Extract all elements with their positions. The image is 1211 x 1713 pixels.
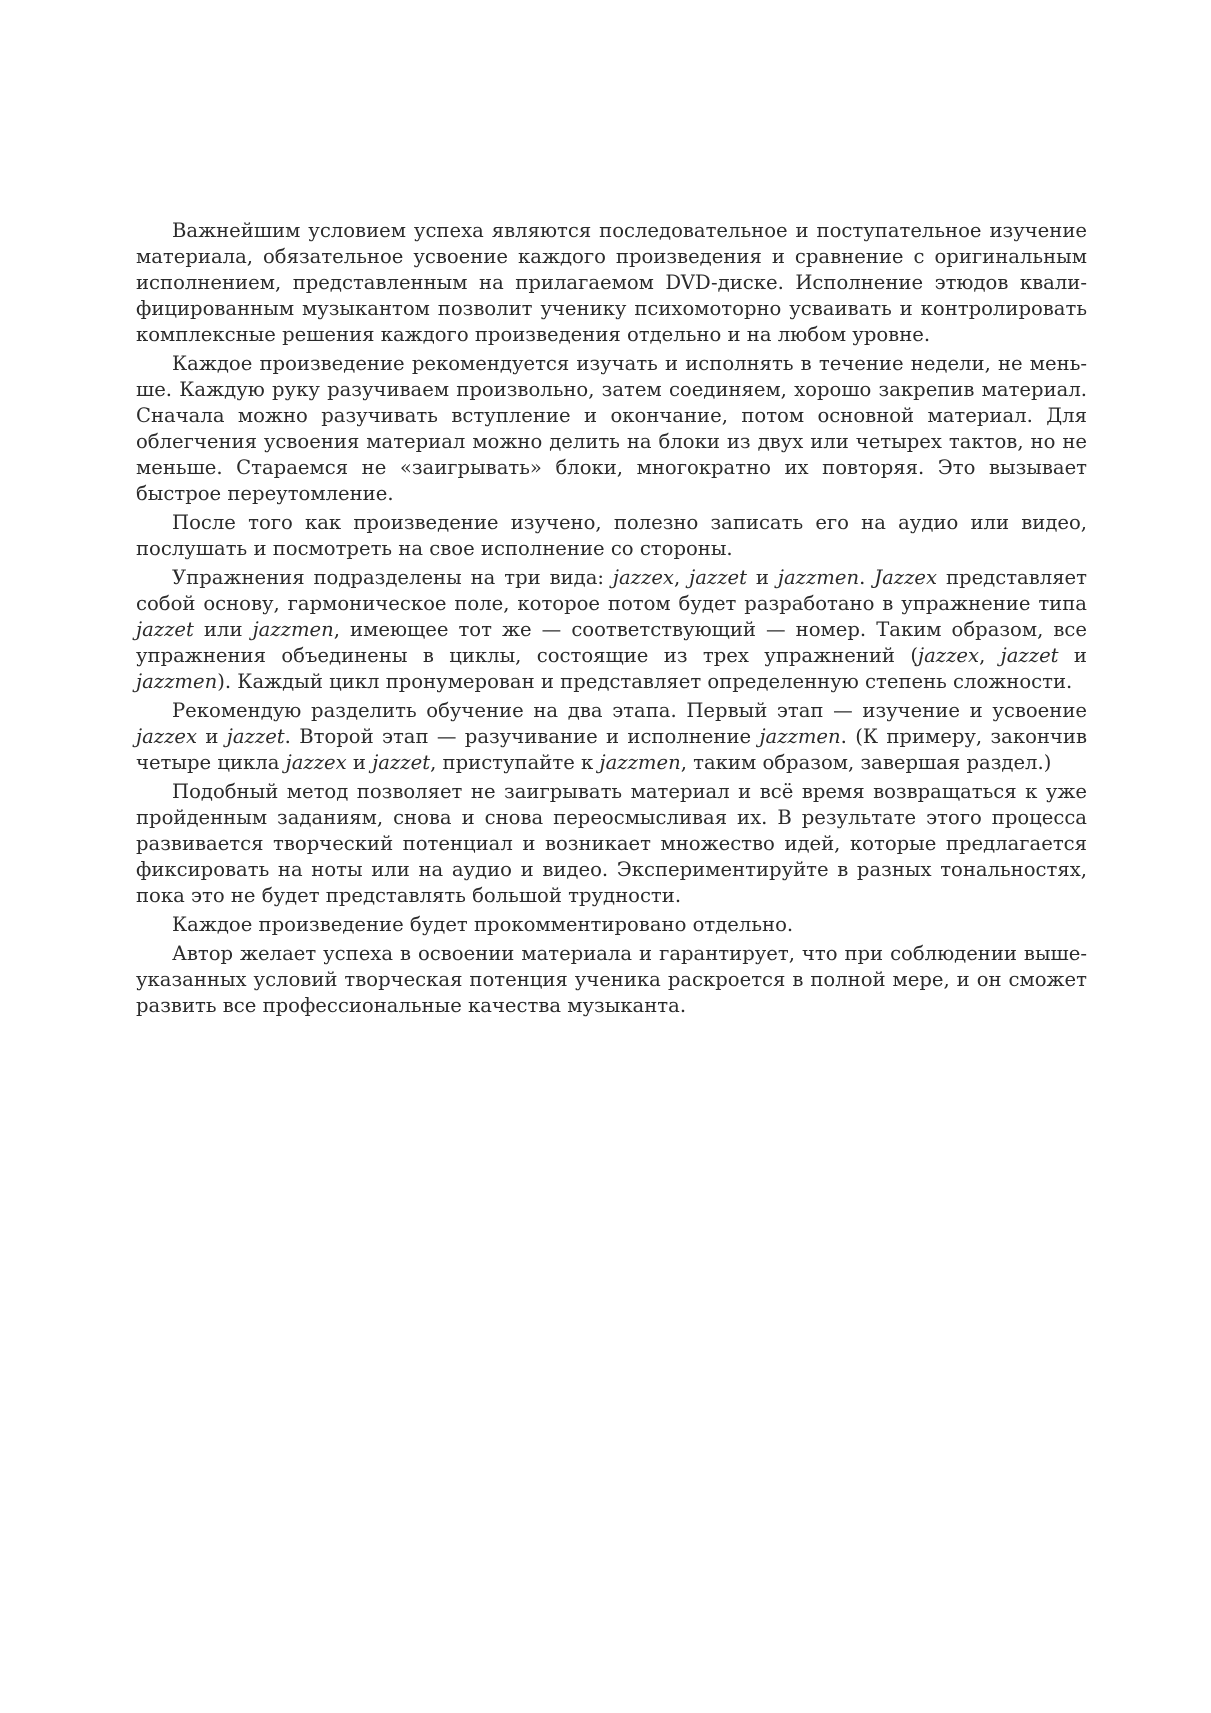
text-run: Важнейшим условием успеха являются последовательное и поступательное изучение материала, обязательное усвоение каждого произведения и сравнение с оригинальным исполнением, представленным на прилагаемом DVD-диске. Исполнение этюдов квалифицированным музыкантом позволит ученику психомоторно усваивать и контролировать комплексные решения каждого произведения отдельно и на любом уровне. bbox=[136, 219, 1087, 346]
text-run: ). Каждый цикл пронумерован и представляет определенную степень сложности. bbox=[217, 670, 1073, 693]
text-run: . bbox=[859, 566, 875, 589]
paragraph bbox=[136, 779, 1087, 909]
text-run: и bbox=[747, 566, 778, 589]
text-run: , имеющее тот же — соответствующий — номер. Таким образом, все упражнения объединены в циклы, состоящие из трех упражнений ( bbox=[136, 618, 1087, 667]
text-run: или bbox=[193, 618, 253, 641]
text-run: Рекомендую разделить обучение на два этапа. Первый этап — изучение и усвоение bbox=[172, 699, 1087, 722]
text-run: , таким образом, завершая раздел.) bbox=[680, 751, 1052, 774]
paragraph bbox=[136, 941, 1087, 1019]
italic-term: jazzet bbox=[1000, 644, 1059, 667]
paragraph bbox=[136, 912, 1087, 938]
text-run: , bbox=[979, 644, 1001, 667]
italic-term: jazzex bbox=[612, 566, 674, 589]
text-run: Упражнения подразделены на три вида: bbox=[172, 566, 613, 589]
text-run: , bbox=[673, 566, 690, 589]
text-run: . (К примеру, закончив четыре цикла bbox=[136, 725, 1087, 774]
italic-term: jazzmen bbox=[136, 670, 218, 693]
text-run: . Второй этап — разучивание и исполнение bbox=[284, 725, 760, 748]
italic-term: jazzmen bbox=[777, 566, 860, 589]
italic-term: jazzex bbox=[918, 644, 980, 667]
italic-term: jazzex bbox=[285, 751, 347, 774]
paragraph bbox=[136, 510, 1087, 562]
text-run: представляет собой основу, гармоническое поле, которое потом будет разработано в упражнение типа bbox=[136, 566, 1087, 615]
italic-term: jazzet bbox=[226, 725, 285, 748]
text-run: и bbox=[1058, 644, 1087, 667]
text-run: и bbox=[197, 725, 227, 748]
text-run: Автор желает успеха в освоении материала и гарантирует, что при соблюдении вышеуказанных условий творческая потенция ученика раскроется в полной мере, и он сможет развить все профессиональные качества музыканта. bbox=[136, 942, 1087, 1017]
italic-term: jazzmen bbox=[599, 751, 681, 774]
paragraph bbox=[136, 218, 1087, 348]
italic-term: jazzet bbox=[372, 751, 431, 774]
text-run: Каждое произведение рекомендуется изучать и исполнять в течение недели, не меньше. Каждую руку разучиваем произвольно, затем соединяем, хорошо закрепив материал. Сначала можно разучивать вступление и окончание, потом основной материал. Для облегчения усвоения материал можно делить на блоки из двух или четырех тактов, но не меньше. Стараемся не «заигрывать» блоки, многократно их повторяя. Это вызывает быстрое переутомление. bbox=[136, 352, 1087, 505]
italic-term: jazzet bbox=[689, 566, 747, 589]
text-run: После того как произведение изучено, полезно записать его на аудио или видео, послушать и посмотреть на свое исполнение со стороны. bbox=[136, 511, 1087, 560]
text-run: Каждое произведение будет прокомментировано отдельно. bbox=[172, 913, 794, 936]
paragraph bbox=[136, 565, 1087, 695]
paragraph bbox=[136, 351, 1087, 507]
text-run: , приступайте к bbox=[430, 751, 600, 774]
text-run: и bbox=[346, 751, 373, 774]
italic-term: jazzet bbox=[136, 618, 194, 641]
body-text bbox=[136, 218, 1087, 1022]
italic-term: Jazzex bbox=[874, 566, 938, 589]
italic-term: jazzmen bbox=[759, 725, 841, 748]
text-run: Подобный метод позволяет не заигрывать материал и всё время возвращаться к уже пройденным заданиям, снова и снова переосмысливая их. В результате этого процесса развивается творческий потенциал и возникает множество идей, которые предлагается фиксировать на ноты или на аудио и видео. Экспериментируйте в разных тональностях, пока это не будет представлять большой трудности. bbox=[136, 780, 1087, 907]
italic-term: jazzmen bbox=[252, 618, 334, 641]
paragraph bbox=[136, 698, 1087, 776]
italic-term: jazzex bbox=[136, 725, 198, 748]
